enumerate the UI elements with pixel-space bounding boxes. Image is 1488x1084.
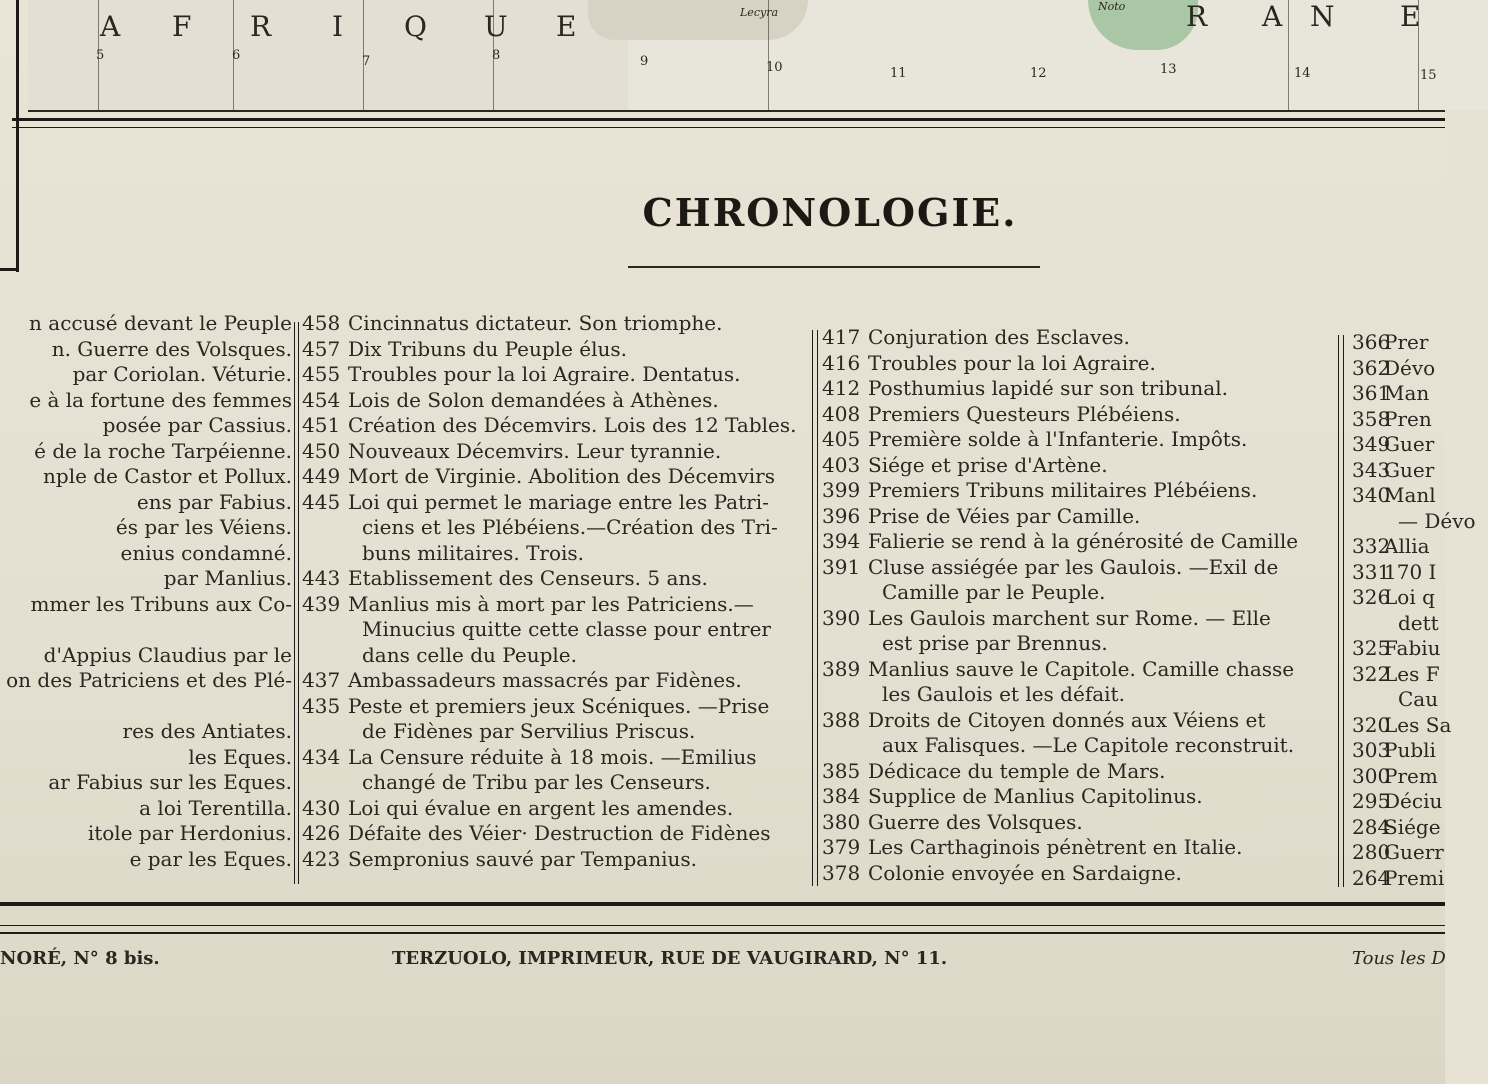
entry-text: Première solde à l'Infanterie. Impôts. bbox=[868, 427, 1248, 451]
bottom-rule bbox=[0, 925, 1445, 926]
chronology-column-2 bbox=[302, 311, 810, 872]
entry-text: Dix Tribuns du Peuple élus. bbox=[348, 336, 627, 361]
entry-text: Fabiu bbox=[1384, 636, 1441, 660]
chronology-entry bbox=[1352, 687, 1445, 713]
chronology-entry bbox=[1352, 611, 1445, 637]
map-tick-label: 11 bbox=[890, 66, 907, 81]
chronology-entry bbox=[1352, 815, 1445, 841]
entry-text: Manlius mis à mort par les Patriciens.— bbox=[348, 591, 754, 616]
entry-year: 394 bbox=[822, 529, 861, 553]
chronology-entry bbox=[302, 541, 810, 567]
entry-year: 284 bbox=[1352, 814, 1391, 839]
chronology-entry bbox=[822, 606, 1336, 632]
entry-text: Peste et premiers jeux Scéniques. —Prise bbox=[348, 693, 770, 718]
entry-text: Déciu bbox=[1384, 789, 1443, 813]
entry-year: 320 bbox=[1352, 712, 1391, 737]
chronology-entry: ar Fabius sur les Eques. bbox=[48, 770, 292, 794]
bottom-rule bbox=[0, 902, 1445, 906]
entry-year bbox=[302, 515, 348, 541]
chronology-entry bbox=[302, 821, 810, 847]
entry-year: 443 bbox=[302, 566, 341, 590]
entry-year: 280 bbox=[1352, 840, 1391, 864]
chronology-entry bbox=[822, 402, 1336, 428]
entry-year: 343 bbox=[1352, 457, 1391, 482]
chronology-entry bbox=[1352, 330, 1445, 356]
map-place-label: Lecyra bbox=[740, 6, 779, 19]
entry-text: est prise par Brennus. bbox=[882, 631, 1108, 655]
entry-text: Falierie se rend à la générosité de Camille bbox=[868, 529, 1299, 553]
chronology-entry: ens par Fabius. bbox=[136, 489, 292, 514]
chronology-entry bbox=[302, 617, 810, 643]
column-divider bbox=[294, 322, 295, 884]
footer-center: TERZUOLO, IMPRIMEUR, RUE DE VAUGIRARD, N° 11. bbox=[392, 948, 948, 969]
chronology-entry: itole par Herdonius. bbox=[87, 821, 292, 845]
chronology-entry bbox=[302, 337, 810, 363]
entry-text: 170 I bbox=[1384, 559, 1437, 584]
chronology-entry bbox=[302, 592, 810, 618]
chronology-entry: par Coriolan. Véturie. bbox=[72, 362, 292, 386]
map-tick-label: 7 bbox=[362, 54, 371, 69]
entry-text: Premi bbox=[1384, 865, 1445, 890]
chronology-entry bbox=[822, 708, 1336, 734]
chronology-entry bbox=[822, 453, 1336, 479]
map-tick-label: 6 bbox=[232, 48, 241, 63]
entry-year: 362 bbox=[1352, 355, 1391, 380]
entry-text: Etablissement des Censeurs. 5 ans. bbox=[348, 566, 708, 590]
chronology-entry bbox=[822, 580, 1336, 606]
chronology-entry bbox=[1352, 508, 1476, 535]
entry-text: Man bbox=[1384, 381, 1430, 405]
chronology-entry bbox=[1352, 636, 1445, 662]
entry-text: Premiers Questeurs Plébéiens. bbox=[868, 401, 1181, 426]
chronology-entry bbox=[0, 694, 292, 720]
chronology-entry bbox=[302, 694, 810, 720]
entry-year: 416 bbox=[822, 350, 861, 375]
entry-text: Dédicace du temple de Mars. bbox=[868, 758, 1166, 783]
entry-year: 435 bbox=[302, 693, 341, 718]
chronology-entry: d'Appius Claudius par le bbox=[43, 642, 292, 667]
chronology-entry bbox=[302, 515, 810, 541]
map-region-letter: I bbox=[332, 10, 344, 43]
entry-text: Cluse assiégée par les Gaulois. —Exil de bbox=[868, 554, 1279, 579]
entry-year: 384 bbox=[822, 784, 861, 808]
chronology-entry bbox=[822, 478, 1336, 504]
entry-year: 412 bbox=[822, 376, 861, 400]
chronology-entry: a loi Terentilla. bbox=[139, 795, 292, 820]
chronology-entry bbox=[1352, 866, 1445, 892]
entry-text: Les Gaulois marchent sur Rome. — Elle bbox=[868, 605, 1271, 630]
entry-text: Minucius quitte cette classe pour entrer bbox=[362, 617, 771, 641]
title-underline bbox=[628, 266, 1040, 268]
chronology-column-4 bbox=[1352, 330, 1476, 891]
chronology-entry bbox=[1352, 534, 1445, 560]
entry-year: 380 bbox=[822, 809, 861, 834]
chronology-entry bbox=[302, 464, 810, 490]
entry-text: Mort de Virginie. Abolition des Décemvirs bbox=[348, 464, 775, 488]
chronology-entry: par Manlius. bbox=[163, 566, 292, 590]
entry-year: 451 bbox=[302, 413, 341, 437]
chronology-entry bbox=[1352, 789, 1445, 815]
chronology-entry bbox=[822, 427, 1336, 453]
chronology-entry bbox=[822, 657, 1336, 683]
entry-year: 379 bbox=[822, 835, 861, 859]
entry-year: 449 bbox=[302, 464, 341, 488]
entry-year: 358 bbox=[1352, 406, 1391, 431]
entry-text: Création des Décemvirs. Lois des 12 Tables. bbox=[348, 413, 797, 437]
entry-year: 457 bbox=[302, 336, 341, 361]
chronology-entry: é de la roche Tarpéienne. bbox=[34, 438, 292, 463]
chronology-entry bbox=[822, 810, 1336, 836]
chronology-entry: e par les Eques. bbox=[129, 846, 292, 871]
entry-text: changé de Tribu par les Censeurs. bbox=[362, 770, 711, 794]
chronology-entry bbox=[302, 362, 810, 388]
entry-year: 332 bbox=[1352, 534, 1391, 558]
entry-text: La Censure réduite à 18 mois. —Emilius bbox=[348, 744, 757, 769]
entry-text: les Gaulois et les défait. bbox=[882, 682, 1125, 706]
page-title: CHRONOLOGIE. bbox=[642, 190, 1018, 235]
map-region-letter: E bbox=[556, 10, 577, 43]
column-divider bbox=[1343, 335, 1344, 887]
chronology-entry bbox=[1352, 381, 1445, 407]
chronology-entry: posée par Cassius. bbox=[102, 413, 292, 437]
entry-text: Les Sa bbox=[1384, 712, 1452, 737]
entry-year: 405 bbox=[822, 427, 861, 451]
chronology-entry: n. Guerre des Volsques. bbox=[51, 336, 292, 361]
map-tick-label: 12 bbox=[1030, 66, 1047, 81]
entry-year bbox=[1352, 611, 1384, 637]
map-tick-label: 10 bbox=[766, 60, 783, 75]
chronology-entry bbox=[822, 351, 1336, 377]
map-tick-label: 9 bbox=[640, 54, 649, 69]
chronology-entry bbox=[822, 376, 1336, 402]
entry-year: 361 bbox=[1352, 381, 1391, 405]
chronology-entry bbox=[302, 439, 810, 465]
entry-year: 349 bbox=[1352, 432, 1391, 456]
entry-year: 450 bbox=[302, 438, 341, 463]
map-tick-label: 15 bbox=[1420, 68, 1437, 83]
chronology-entry bbox=[822, 733, 1336, 759]
map-tick-label: 13 bbox=[1160, 62, 1177, 77]
entry-text: Défaite des Véier· Destruction de Fidènes bbox=[348, 821, 771, 845]
entry-year bbox=[822, 733, 868, 759]
entry-year: 455 bbox=[302, 362, 341, 386]
entry-year: 326 bbox=[1352, 585, 1391, 609]
entry-text: Guer bbox=[1384, 457, 1435, 482]
entry-year: 340 bbox=[1352, 483, 1391, 507]
entry-text: Publi bbox=[1384, 738, 1436, 762]
entry-text: Posthumius lapidé sur son tribunal. bbox=[868, 376, 1228, 400]
entry-year: 437 bbox=[302, 668, 341, 692]
chronology-entry bbox=[302, 388, 810, 414]
entry-text: Lois de Solon demandées à Athènes. bbox=[348, 387, 719, 412]
entry-year bbox=[822, 682, 868, 708]
entry-year: 385 bbox=[822, 758, 861, 783]
bottom-rule bbox=[0, 932, 1445, 934]
chronology-entry bbox=[822, 759, 1336, 785]
entry-text: Cincinnatus dictateur. Son triomphe. bbox=[348, 311, 723, 335]
map-region-letter: E bbox=[1400, 0, 1421, 33]
chronology-entry bbox=[1352, 764, 1445, 790]
entry-year: 396 bbox=[822, 503, 861, 528]
footer-right: Tous les D bbox=[1352, 948, 1446, 969]
entry-text: Manlius sauve le Capitole. Camille chasse bbox=[868, 656, 1295, 681]
entry-year: 454 bbox=[302, 387, 341, 412]
entry-text: Les F bbox=[1384, 661, 1440, 686]
chronology-entry bbox=[1352, 356, 1445, 382]
entry-year bbox=[302, 770, 348, 796]
chronology-entry bbox=[822, 504, 1336, 530]
map-region-letter: U bbox=[484, 10, 508, 43]
entry-text: Manl bbox=[1384, 483, 1436, 507]
entry-text: de Fidènes par Servilius Priscus. bbox=[362, 719, 696, 743]
entry-text: Prer bbox=[1384, 330, 1429, 354]
left-frame-rule bbox=[0, 0, 19, 272]
entry-year bbox=[302, 643, 348, 669]
entry-year: 378 bbox=[822, 860, 861, 885]
chronology-entry bbox=[302, 413, 810, 439]
entry-year bbox=[822, 580, 868, 606]
chronology-entry bbox=[822, 682, 1336, 708]
chronology-entry bbox=[822, 835, 1336, 861]
entry-year: 403 bbox=[822, 452, 861, 477]
chronology-entry: és par les Véiens. bbox=[115, 515, 292, 539]
entry-text: Allia bbox=[1384, 534, 1430, 558]
entry-year: 264 bbox=[1352, 865, 1391, 890]
entry-text: Prem bbox=[1384, 763, 1438, 788]
entry-text: Sempronius sauvé par Tempanius. bbox=[348, 846, 697, 871]
entry-year: 390 bbox=[822, 605, 861, 630]
entry-year bbox=[1352, 509, 1384, 535]
entry-year: 303 bbox=[1352, 738, 1391, 762]
entry-year: 434 bbox=[302, 744, 341, 769]
map-region-letter: N bbox=[1310, 0, 1335, 33]
entry-text: Les Carthaginois pénètrent en Italie. bbox=[868, 835, 1243, 859]
column-divider bbox=[1338, 335, 1339, 887]
entry-year bbox=[1352, 687, 1384, 713]
entry-text: — Dévo bbox=[1398, 508, 1476, 533]
entry-text: Conjuration des Esclaves. bbox=[868, 325, 1130, 349]
map-text-layer bbox=[0, 0, 1445, 110]
entry-text: Colonie envoyée en Sardaigne. bbox=[868, 860, 1182, 885]
chronology-entry bbox=[1352, 712, 1452, 739]
entry-year: 388 bbox=[822, 707, 861, 732]
entry-text: Troubles pour la loi Agraire. Dentatus. bbox=[348, 362, 741, 386]
chronology-entry bbox=[1352, 585, 1445, 611]
footer-left: NORÉ, N° 8 bis. bbox=[0, 948, 160, 969]
chronology-entry bbox=[1352, 738, 1445, 764]
entry-year: 458 bbox=[302, 311, 341, 335]
entry-year: 300 bbox=[1352, 763, 1391, 788]
entry-year bbox=[822, 631, 868, 657]
entry-year: 391 bbox=[822, 554, 861, 579]
chronology-entry: nple de Castor et Pollux. bbox=[43, 464, 292, 488]
entry-text: Siége et prise d'Artène. bbox=[868, 452, 1108, 477]
chronology-entry: enius condamné. bbox=[120, 540, 292, 565]
map-region-letter: A bbox=[100, 10, 121, 43]
entry-year: 430 bbox=[302, 795, 341, 820]
entry-text: Siége bbox=[1384, 814, 1441, 839]
map-place-label: Noto bbox=[1098, 0, 1126, 13]
entry-year: 399 bbox=[822, 478, 861, 502]
entry-year: 417 bbox=[822, 325, 861, 349]
entry-text: Loi qui évalue en argent les amendes. bbox=[348, 795, 734, 820]
entry-text: Droits de Citoyen donnés aux Véiens et bbox=[868, 707, 1266, 732]
entry-year: 366 bbox=[1352, 330, 1391, 354]
chronology-entry bbox=[822, 784, 1336, 810]
chronology-entry bbox=[1352, 560, 1445, 586]
entry-year bbox=[302, 541, 348, 567]
map-region-letter: F bbox=[172, 10, 192, 43]
chronology-entry bbox=[302, 770, 810, 796]
chronology-entry bbox=[302, 745, 810, 771]
map-region-letter: A bbox=[1262, 0, 1283, 33]
chronology-entry: e à la fortune des femmes bbox=[29, 387, 292, 412]
map-tick-label: 5 bbox=[96, 48, 105, 63]
entry-year bbox=[302, 719, 348, 745]
entry-text: Troubles pour la loi Agraire. bbox=[868, 350, 1156, 375]
entry-year: 331 bbox=[1352, 559, 1391, 584]
entry-year: 389 bbox=[822, 656, 861, 681]
column-divider bbox=[812, 330, 813, 886]
chronology-entry bbox=[1352, 662, 1445, 688]
map-region-letter: R bbox=[1186, 0, 1208, 33]
entry-text: Guerr bbox=[1384, 840, 1444, 864]
entry-text: Guerre des Volsques. bbox=[868, 809, 1083, 834]
entry-year: 426 bbox=[302, 821, 341, 845]
map-region-letter: Q bbox=[404, 10, 427, 43]
column-divider bbox=[298, 322, 299, 884]
chronology-entry bbox=[302, 566, 810, 592]
entry-text: Camille par le Peuple. bbox=[882, 580, 1106, 604]
entry-text: Prise de Véies par Camille. bbox=[868, 503, 1141, 528]
chronology-entry bbox=[0, 617, 292, 643]
chronology-entry bbox=[822, 861, 1336, 887]
entry-text: Loi q bbox=[1384, 585, 1435, 609]
entry-text: Nouveaux Décemvirs. Leur tyrannie. bbox=[348, 438, 722, 463]
chronology-entry bbox=[302, 796, 810, 822]
entry-text: Ambassadeurs massacrés par Fidènes. bbox=[348, 668, 742, 692]
map-tick-label: 8 bbox=[492, 48, 501, 63]
chronology-entry bbox=[1352, 458, 1445, 484]
chronology-entry: n accusé devant le Peuple bbox=[29, 311, 292, 335]
entry-year: 322 bbox=[1352, 661, 1391, 686]
entry-text: Supplice de Manlius Capitolinus. bbox=[868, 784, 1203, 808]
chronology-entry bbox=[302, 668, 810, 694]
column-divider bbox=[817, 330, 818, 886]
entry-text: buns militaires. Trois. bbox=[362, 540, 585, 565]
entry-year: 423 bbox=[302, 846, 341, 871]
entry-text: dans celle du Peuple. bbox=[362, 642, 577, 667]
entry-text: Pren bbox=[1384, 406, 1432, 431]
chronology-entry: on des Patriciens et des Plé- bbox=[6, 668, 292, 692]
chronology-entry bbox=[302, 847, 810, 873]
chronology-entry bbox=[302, 643, 810, 669]
entry-text: Dévo bbox=[1384, 355, 1436, 380]
entry-year: 325 bbox=[1352, 636, 1391, 660]
entry-text: Premiers Tribuns militaires Plébéiens. bbox=[868, 478, 1258, 502]
map-region-letter: R bbox=[250, 10, 272, 43]
map-frame-rule bbox=[12, 118, 1445, 128]
entry-year: 445 bbox=[302, 489, 341, 514]
chronology-column-3 bbox=[822, 325, 1336, 886]
entry-year bbox=[302, 617, 348, 643]
chronology-entry bbox=[1352, 432, 1445, 458]
entry-year: 295 bbox=[1352, 789, 1391, 813]
chronology-entry bbox=[302, 490, 810, 516]
map-tick-label: 14 bbox=[1294, 66, 1311, 81]
chronology-entry bbox=[302, 311, 810, 337]
chronology-entry bbox=[302, 719, 810, 745]
chronology-entry: res des Antiates. bbox=[122, 719, 292, 743]
chronology-entry: mmer les Tribuns aux Co- bbox=[30, 591, 292, 616]
chronology-column-1 bbox=[0, 311, 292, 872]
entry-text: aux Falisques. —Le Capitole reconstruit. bbox=[882, 733, 1295, 757]
left-frame-corner bbox=[0, 268, 18, 271]
chronology-entry bbox=[822, 529, 1336, 555]
chronology-entry bbox=[1352, 483, 1445, 509]
chronology-entry bbox=[822, 631, 1336, 657]
chronology-entry: les Eques. bbox=[188, 744, 292, 769]
entry-text: Loi qui permet le mariage entre les Patri- bbox=[348, 489, 769, 514]
chronology-entry bbox=[1352, 840, 1445, 866]
entry-text: Guer bbox=[1384, 432, 1435, 456]
entry-year: 408 bbox=[822, 401, 861, 426]
chronology-entry bbox=[1352, 407, 1445, 433]
chronology-entry bbox=[822, 325, 1336, 351]
entry-text: ciens et les Plébéiens.—Création des Tri- bbox=[362, 515, 778, 539]
entry-year: 439 bbox=[302, 591, 341, 616]
chronology-entry bbox=[822, 555, 1336, 581]
entry-text: Cau bbox=[1398, 687, 1439, 711]
entry-text: dett bbox=[1398, 610, 1439, 635]
